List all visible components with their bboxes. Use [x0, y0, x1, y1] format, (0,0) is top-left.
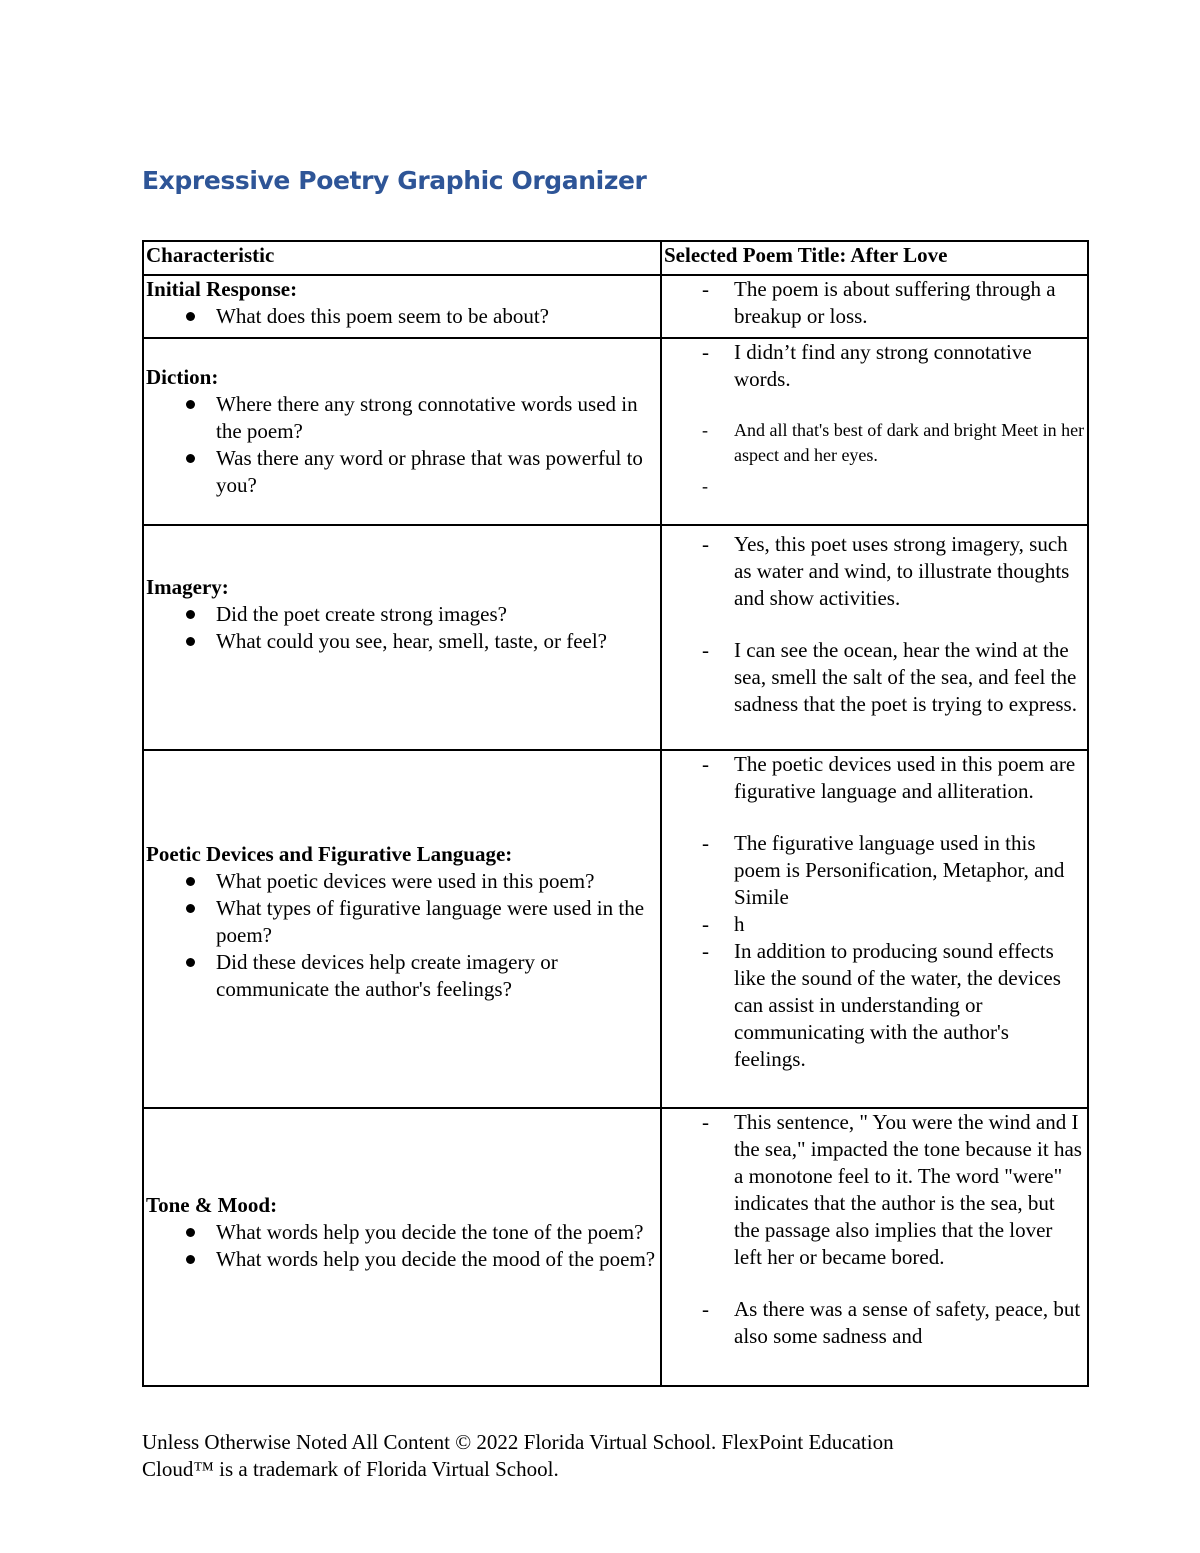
characteristic-cell — [143, 1108, 661, 1386]
response-cell[interactable] — [661, 338, 1088, 525]
answer-quote: - And all that's best of dark and bright Meet in her aspect and her eyes. — [734, 418, 1085, 468]
answer-list — [664, 751, 1085, 1073]
characteristic-cell — [143, 525, 661, 750]
question-item: Where there any strong connotative words used in the poem? — [216, 391, 658, 445]
question-list — [146, 391, 658, 499]
question-item: What poetic devices were used in this poem? — [216, 868, 658, 895]
characteristic-label: Poetic Devices and Figurative Language: — [146, 842, 513, 866]
question-item: Did these devices help create imagery or communicate the author's feelings? — [216, 949, 658, 1003]
characteristic-cell — [143, 275, 661, 338]
characteristic-cell — [143, 338, 661, 525]
answer-item: - Yes, this poet uses strong imagery, such as water and wind, to illustrate thoughts and show activities. — [734, 531, 1085, 612]
footer-line-2: Cloud™ is a trademark of Florida Virtual School. — [142, 1457, 559, 1481]
answer-list — [664, 1109, 1085, 1350]
response-cell[interactable] — [661, 275, 1088, 338]
question-item: What types of figurative language were used in the poem? — [216, 895, 658, 949]
question-item: Did the poet create strong images? — [216, 601, 658, 628]
table-header-row — [143, 241, 1088, 275]
question-item: What could you see, hear, smell, taste, or feel? — [216, 628, 658, 655]
graphic-organizer-table — [142, 240, 1089, 1387]
answer-item: - In addition to producing sound effects like the sound of the water, the devices can assist in understanding or communicating with the author's feelings. — [734, 938, 1085, 1073]
answer-item: - The poetic devices used in this poem are figurative language and alliteration. — [734, 751, 1085, 805]
answer-item: - As there was a sense of safety, peace, but also some sadness and — [734, 1296, 1085, 1350]
answer-item: - I didn’t find any strong connotative words. — [734, 339, 1085, 393]
response-cell[interactable] — [661, 1108, 1088, 1386]
table-row-initial-response — [143, 275, 1088, 338]
characteristic-label: Imagery: — [146, 575, 229, 599]
answer-item: - The figurative language used in this poem is Personification, Metaphor, and Simile — [734, 830, 1085, 911]
question-item: Was there any word or phrase that was powerful to you? — [216, 445, 658, 499]
answer-list — [664, 276, 1085, 330]
answer-item-empty — [734, 474, 1085, 499]
answer-list — [664, 526, 1085, 718]
header-characteristic: Characteristic — [143, 241, 661, 275]
question-list — [146, 601, 658, 655]
copyright-footer — [142, 1429, 1042, 1483]
response-cell[interactable] — [661, 525, 1088, 750]
response-clip — [664, 1109, 1085, 1383]
footer-line-1: Unless Otherwise Noted All Content © 2022 Florida Virtual School. FlexPoint Education — [142, 1430, 894, 1454]
characteristic-label: Initial Response: — [146, 277, 298, 301]
answer-item: - This sentence, " You were the wind and I the sea," impacted the tone because it has a monotone feel to it. The word "were" indicates that the author is the sea, but the passage also implies that the lover left her or became bored. — [734, 1109, 1085, 1271]
question-list — [146, 303, 658, 330]
question-list — [146, 1219, 658, 1273]
answer-item: - The poem is about suffering through a breakup or loss. — [734, 276, 1085, 330]
question-item: What words help you decide the tone of the poem? — [216, 1219, 658, 1246]
table-row-imagery — [143, 525, 1088, 750]
answer-item: - h — [734, 911, 1085, 938]
question-list — [146, 868, 658, 1003]
question-item: What does this poem seem to be about? — [216, 303, 658, 330]
table-row-poetic-devices — [143, 750, 1088, 1108]
characteristic-label: Diction: — [146, 365, 219, 389]
header-poem-title: Selected Poem Title: After Love — [661, 241, 1088, 275]
question-item: What words help you decide the mood of the poem? — [216, 1246, 658, 1273]
response-cell[interactable] — [661, 750, 1088, 1108]
table-row-tone-mood — [143, 1108, 1088, 1386]
answer-item: - I can see the ocean, hear the wind at the sea, smell the salt of the sea, and feel the sadness that the poet is trying to express. — [734, 637, 1085, 718]
characteristic-cell — [143, 750, 661, 1108]
page-title: Expressive Poetry Graphic Organizer — [142, 166, 647, 195]
answer-list — [664, 339, 1085, 499]
table-row-diction — [143, 338, 1088, 525]
characteristic-label: Tone & Mood: — [146, 1192, 278, 1217]
